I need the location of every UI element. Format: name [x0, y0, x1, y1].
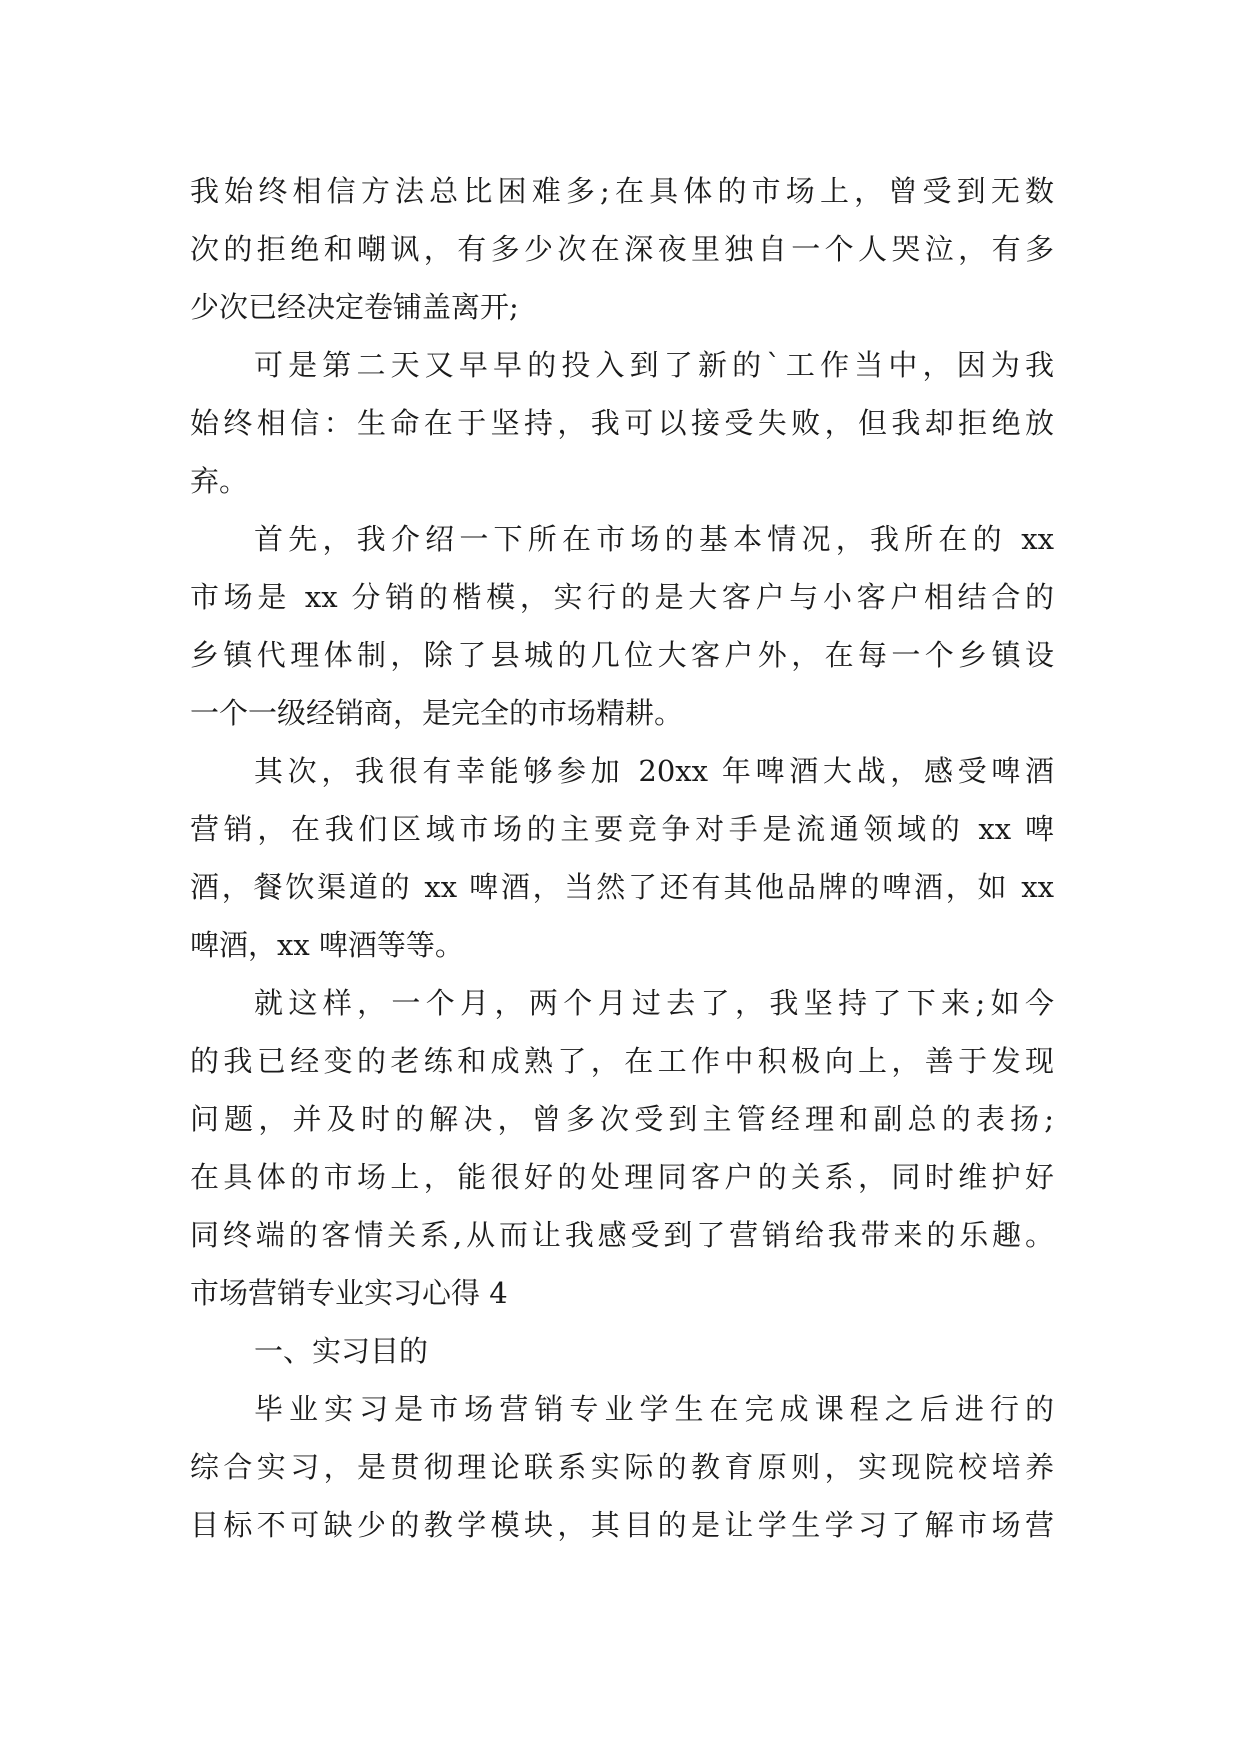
text-line: 其次，我很有幸能够参加 20xx 年啤酒大战，感受啤酒 [254, 754, 1054, 788]
text-line: 可是第二天又早早的投入到了新的`工作当中，因为我 [254, 348, 1054, 382]
text-line: 啤酒，xx 啤酒等等。 [190, 928, 464, 962]
text-line: 酒，餐饮渠道的 xx 啤酒，当然了还有其他品牌的啤酒，如 xx [190, 870, 1054, 904]
text-line: 弃。 [190, 464, 249, 498]
text-line: 次的拒绝和嘲讽，有多少次在深夜里独自一个人哭泣，有多 [190, 232, 1054, 266]
text-line: 一、实习目的 [254, 1334, 429, 1368]
text-line: 的我已经变的老练和成熟了，在工作中积极向上，善于发现 [190, 1044, 1054, 1078]
text-line: 在具体的市场上，能很好的处理同客户的关系，同时维护好 [190, 1160, 1054, 1194]
text-line: 同终端的客情关系,从而让我感受到了营销给我带来的乐趣。 [190, 1218, 1054, 1252]
text-line: 问题，并及时的解决，曾多次受到主管经理和副总的表扬; [190, 1102, 1054, 1136]
text-line: 乡镇代理体制，除了县城的几位大客户外，在每一个乡镇设 [190, 638, 1054, 672]
text-line: 市场营销专业实习心得 4 [190, 1276, 508, 1310]
text-line: 市场是 xx 分销的楷模，实行的是大客户与小客户相结合的 [190, 580, 1054, 614]
text-line: 毕业实习是市场营销专业学生在完成课程之后进行的 [254, 1392, 1054, 1426]
document-body [190, 162, 1054, 1554]
text-line: 综合实习，是贯彻理论联系实际的教育原则，实现院校培养 [190, 1450, 1054, 1484]
text-line: 始终相信：生命在于坚持，我可以接受失败，但我却拒绝放 [190, 406, 1054, 440]
text-line: 一个一级经销商，是完全的市场精耕。 [190, 696, 684, 730]
text-line: 就这样，一个月，两个月过去了，我坚持了下来;如今 [254, 986, 1054, 1020]
text-line: 目标不可缺少的教学模块，其目的是让学生学习了解市场营 [190, 1508, 1054, 1542]
text-line: 首先，我介绍一下所在市场的基本情况，我所在的 xx [254, 522, 1054, 556]
text-line: 少次已经决定卷铺盖离开; [190, 290, 519, 324]
text-line: 营销，在我们区域市场的主要竞争对手是流通领域的 xx 啤 [190, 812, 1054, 846]
text-line: 我始终相信方法总比困难多;在具体的市场上，曾受到无数 [190, 174, 1054, 208]
